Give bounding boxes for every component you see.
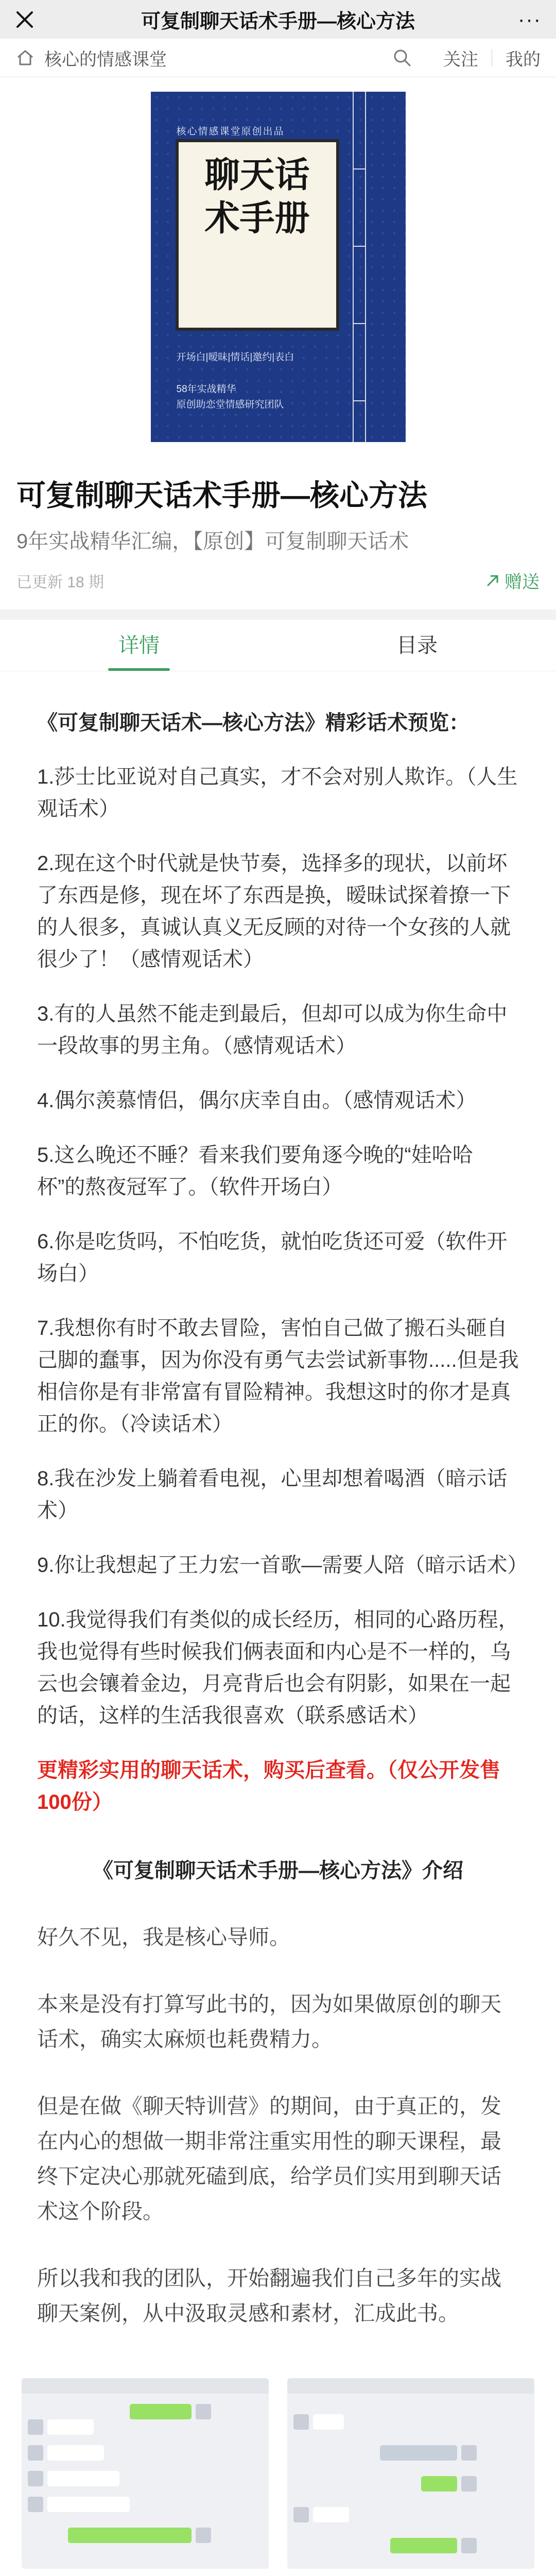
tip-item: 2.现在这个时代就是快节奏，选择多的现状，以前坏了东西是修，现在坏了东西是换，暧昧试探着撩一下的人很多，真诚认真义无反顾的对待一个女孩的人就很少了！（感情观话术） <box>37 852 511 971</box>
book-binding <box>350 92 381 442</box>
tab-catalog[interactable]: 目录 <box>396 634 438 657</box>
tip-item: 1.莎士比亚说对自己真实，才不会对别人欺诈。（人生观话术） <box>37 766 518 820</box>
book-cover[interactable] <box>151 92 406 442</box>
cover-char: 聊 <box>204 154 240 196</box>
intro-paragraph: 所以我和我的团队，开始翻遍我们自己多年的实战聊天案例，从中汲取灵感和素材，汇成此书。 <box>37 2266 501 2325</box>
intro-paragraph: 好久不见，我是核心导师。 <box>37 1925 290 1949</box>
case-name <box>22 2574 269 2576</box>
gift-button[interactable] <box>485 568 540 593</box>
intro-paragraph: 但是在做《聊天特训营》的期间，由于真正的，发在内心的想做一期非常注重实用性的聊天课程，最终下定决心那就死磕到底，给学员们实用到聊天话术这个阶段。 <box>37 2094 501 2223</box>
case-name <box>287 2574 534 2576</box>
tab-details[interactable]: 详情 <box>0 620 278 671</box>
promo-text: 更精彩实用的聊天话术，购买后查看。（仅公开发售100份） <box>37 1759 500 1814</box>
preview-title: 《可复制聊天话术—核心方法》精彩话术预览： <box>37 711 470 734</box>
intro-title: 《可复制聊天话术手册—核心方法》介绍 <box>93 1859 463 1882</box>
detail-content <box>0 671 556 2331</box>
product-info <box>0 456 556 609</box>
intro-paragraph: 本来是没有打算写此书的，因为如果做原创的聊天话术，确实太麻烦也耗费精力。 <box>37 1992 501 2051</box>
update-count: 已更新 18 期 <box>16 573 105 591</box>
close-icon[interactable] <box>14 9 35 30</box>
window-title: 可复制聊天话术手册—核心方法 <box>141 11 415 32</box>
tip-item: 4.偶尔羡慕情侣，偶尔庆幸自由。（感情观话术） <box>37 1089 477 1112</box>
search-icon[interactable] <box>392 47 412 68</box>
follow-button[interactable]: 关注 <box>443 49 478 70</box>
cover-char: 册 <box>274 197 310 239</box>
tip-item: 3.有的人虽然不能走到最后，但却可以成为你生命中一段故事的男主角。（感情观话术） <box>37 1003 508 1057</box>
cover-note: 原创助恋堂情感研究团队 <box>176 399 284 410</box>
cover-publisher: 核心情感课堂原创出品 <box>176 126 285 137</box>
cover-char: 手 <box>239 197 275 239</box>
shop-name[interactable]: 核心的情感课堂 <box>44 49 167 70</box>
cover-big-title <box>179 154 336 240</box>
cover-title-frame <box>176 139 339 331</box>
tip-item: 8.我在沙发上躺着看电视，心里却想着喝酒（暗示话术） <box>37 1467 508 1522</box>
more-icon[interactable]: ··· <box>518 8 542 31</box>
shop-header <box>0 39 556 77</box>
section-gap <box>0 609 556 620</box>
home-icon[interactable] <box>15 48 35 67</box>
tab-bar <box>0 620 556 671</box>
cover-note: 开场白|暧昧|情话|邀约|表白 <box>176 351 294 363</box>
product-subtitle: 9年实战精华汇编，【原创】可复制聊天话术 <box>16 530 409 553</box>
cover-char: 话 <box>274 154 310 196</box>
chat-screenshot <box>287 2378 534 2569</box>
case-item[interactable] <box>22 2378 269 2576</box>
cover-char: 术 <box>204 197 240 239</box>
mine-button[interactable]: 我的 <box>506 49 541 70</box>
gift-label: 赠送 <box>505 572 540 592</box>
cover-area <box>0 77 556 456</box>
cover-char: 天 <box>239 154 275 196</box>
tip-item: 5.这么晚还不睡？看来我们要角逐今晚的“娃哈哈杯”的熬夜冠军了。（软件开场白） <box>37 1144 473 1198</box>
tip-item: 6.你是吃货吗，不怕吃货，就怕吃货还可爱（软件开场白） <box>37 1230 508 1285</box>
top-bar <box>0 0 556 39</box>
tip-item: 7.我想你有时不敢去冒险，害怕自己做了搬石头砸自己脚的蠢事，因为你没有勇气去尝试新事物.....但是我相信你是有非常富有冒险精神。我想这时的你才是真正的你。（冷读话术） <box>37 1317 519 1435</box>
product-title: 可复制聊天话术手册—核心方法 <box>16 479 427 512</box>
share-arrow-icon <box>485 573 500 588</box>
cover-note: 58年实战精华 <box>176 383 236 395</box>
case-item[interactable] <box>287 2378 534 2576</box>
tip-item: 10.我觉得我们有类似的成长经历，相同的心路历程，我也觉得有些时候我们俩表面和内心是不一样的，乌云也会镶着金边，月亮背后也会有阴影，如果在一起的话，这样的生活我很喜欢（联系感话术） <box>37 1608 519 1727</box>
chat-screenshot <box>22 2378 269 2569</box>
case-gallery <box>0 2363 556 2576</box>
tip-item: 9.你让我想起了王力宏一首歌—需要人陪（暗示话术） <box>37 1554 528 1577</box>
